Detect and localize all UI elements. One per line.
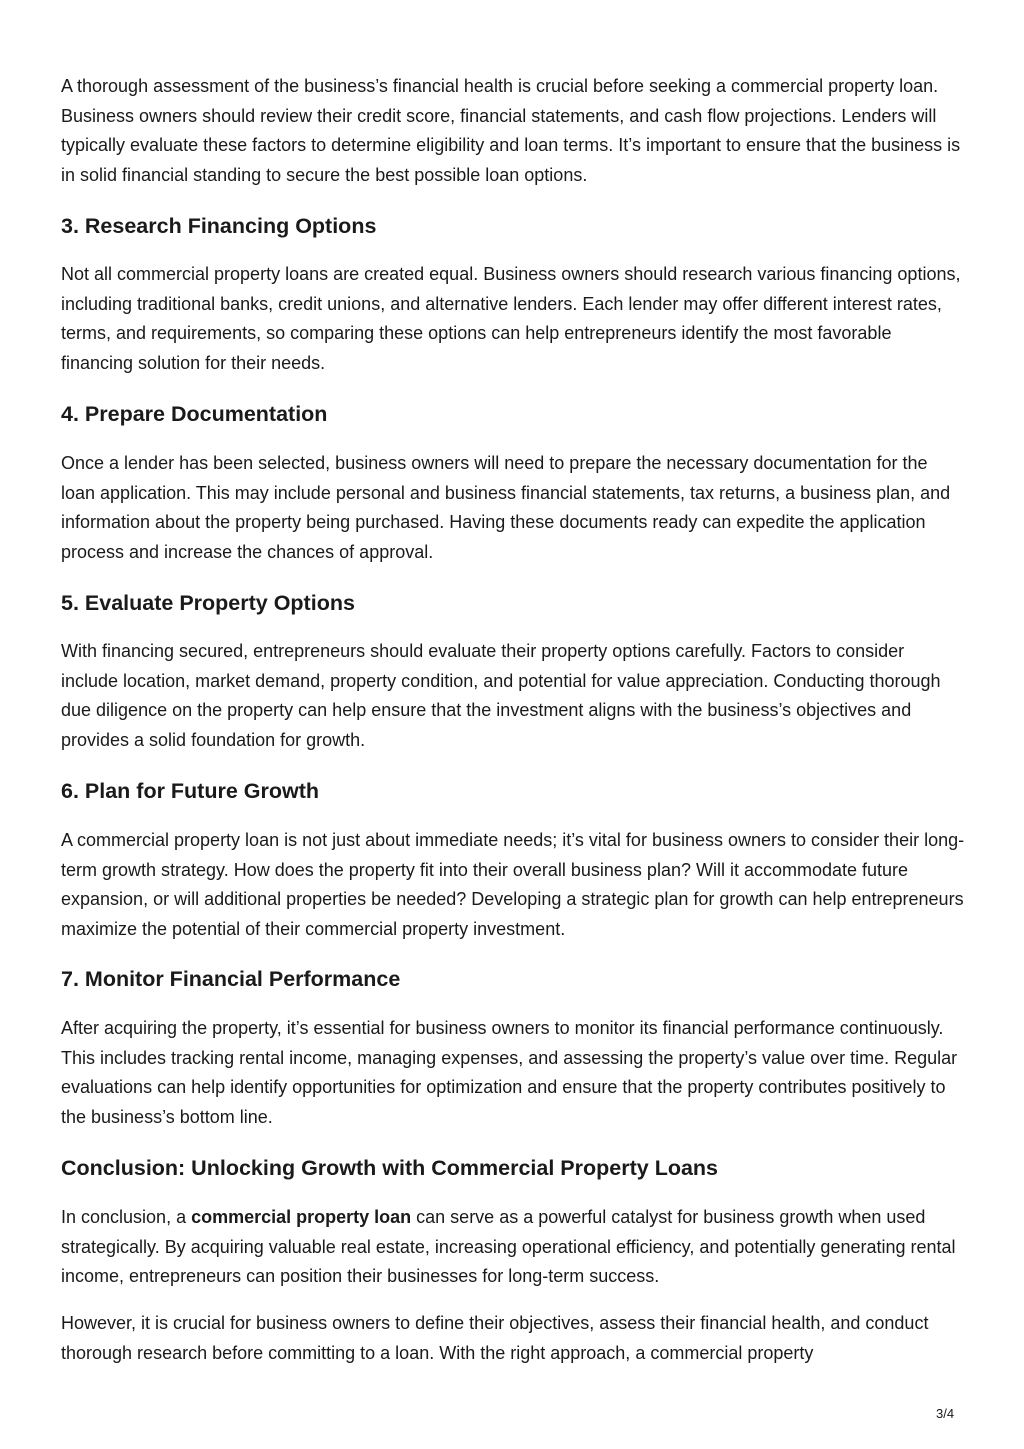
section-heading-evaluate-property-options: 5. Evaluate Property Options	[61, 591, 355, 615]
conclusion-paragraph-1	[61, 1203, 966, 1292]
section-body-monitor-financial-performance: After acquiring the property, it’s essential for business owners to monitor its financial performance continuously. This includes tracking rental income, managing expenses, and assessing the property’s value over time. Regular evaluations can help identify opportunities for optimization and ensure that the property contributes positively to the business’s bottom line.	[61, 1018, 958, 1127]
conclusion-text-rest: can serve as a powerful catalyst for business growth when used strategically. By acquiring valuable real estate, increasing operational efficiency, and potentially generating rental income, entrepreneurs can position their businesses for long-term success.	[61, 1207, 956, 1286]
section-heading-plan-for-future-growth: 6. Plan for Future Growth	[61, 779, 320, 803]
section-body-research-financing-options: Not all commercial property loans are created equal. Business owners should research various financing options, including traditional banks, credit unions, and alternative lenders. Each lender may offer different interest rates, terms, and requirements, so comparing these options can help entrepreneurs identify the most favorable financing solution for their needs.	[61, 264, 961, 373]
conclusion-paragraph-2: However, it is crucial for business owners to define their objectives, assess their financial health, and conduct thorough research before committing to a loan. With the right approach, a commercial property	[61, 1313, 929, 1363]
conclusion-text-lead: In conclusion, a	[61, 1207, 192, 1227]
commercial-property-loan-emphasis: commercial property loan	[191, 1207, 412, 1227]
conclusion-heading: Conclusion: Unlocking Growth with Commercial Property Loans	[61, 1156, 719, 1180]
section-heading-prepare-documentation: 4. Prepare Documentation	[61, 402, 328, 426]
page-number: 3/4	[936, 1406, 955, 1421]
section-heading-monitor-financial-performance: 7. Monitor Financial Performance	[61, 967, 401, 991]
section-body-prepare-documentation: Once a lender has been selected, business owners will need to prepare the necessary documentation for the loan application. This may include personal and business financial statements, tax returns, a business plan, and information about the property being purchased. Having these documents ready can expedite the application process and increase the chances of approval.	[61, 453, 951, 562]
section-heading-research-financing-options: 3. Research Financing Options	[61, 214, 377, 238]
document-body	[61, 72, 966, 1392]
section-body-evaluate-property-options: With financing secured, entrepreneurs should evaluate their property options carefully. Factors to consider include location, market demand, property condition, and potential for value appreciation. Conducting thorough due diligence on the property can help ensure that the investment aligns with the business’s objectives and provides a solid foundation for growth.	[61, 641, 941, 750]
section-body-plan-for-future-growth: A commercial property loan is not just about immediate needs; it’s vital for business owners to consider their long-term growth strategy. How does the property fit into their overall business plan? Will it accommodate future expansion, or will additional properties be needed? Developing a strategic plan for growth can help entrepreneurs maximize the potential of their commercial property investment.	[61, 830, 965, 939]
intro-paragraph: A thorough assessment of the business’s financial health is crucial before seeking a commercial property loan. Business owners should review their credit score, financial statements, and cash flow projections. Lenders will typically evaluate these factors to determine eligibility and loan terms. It’s important to ensure that the business is in solid financial standing to secure the best possible loan options.	[61, 76, 961, 185]
